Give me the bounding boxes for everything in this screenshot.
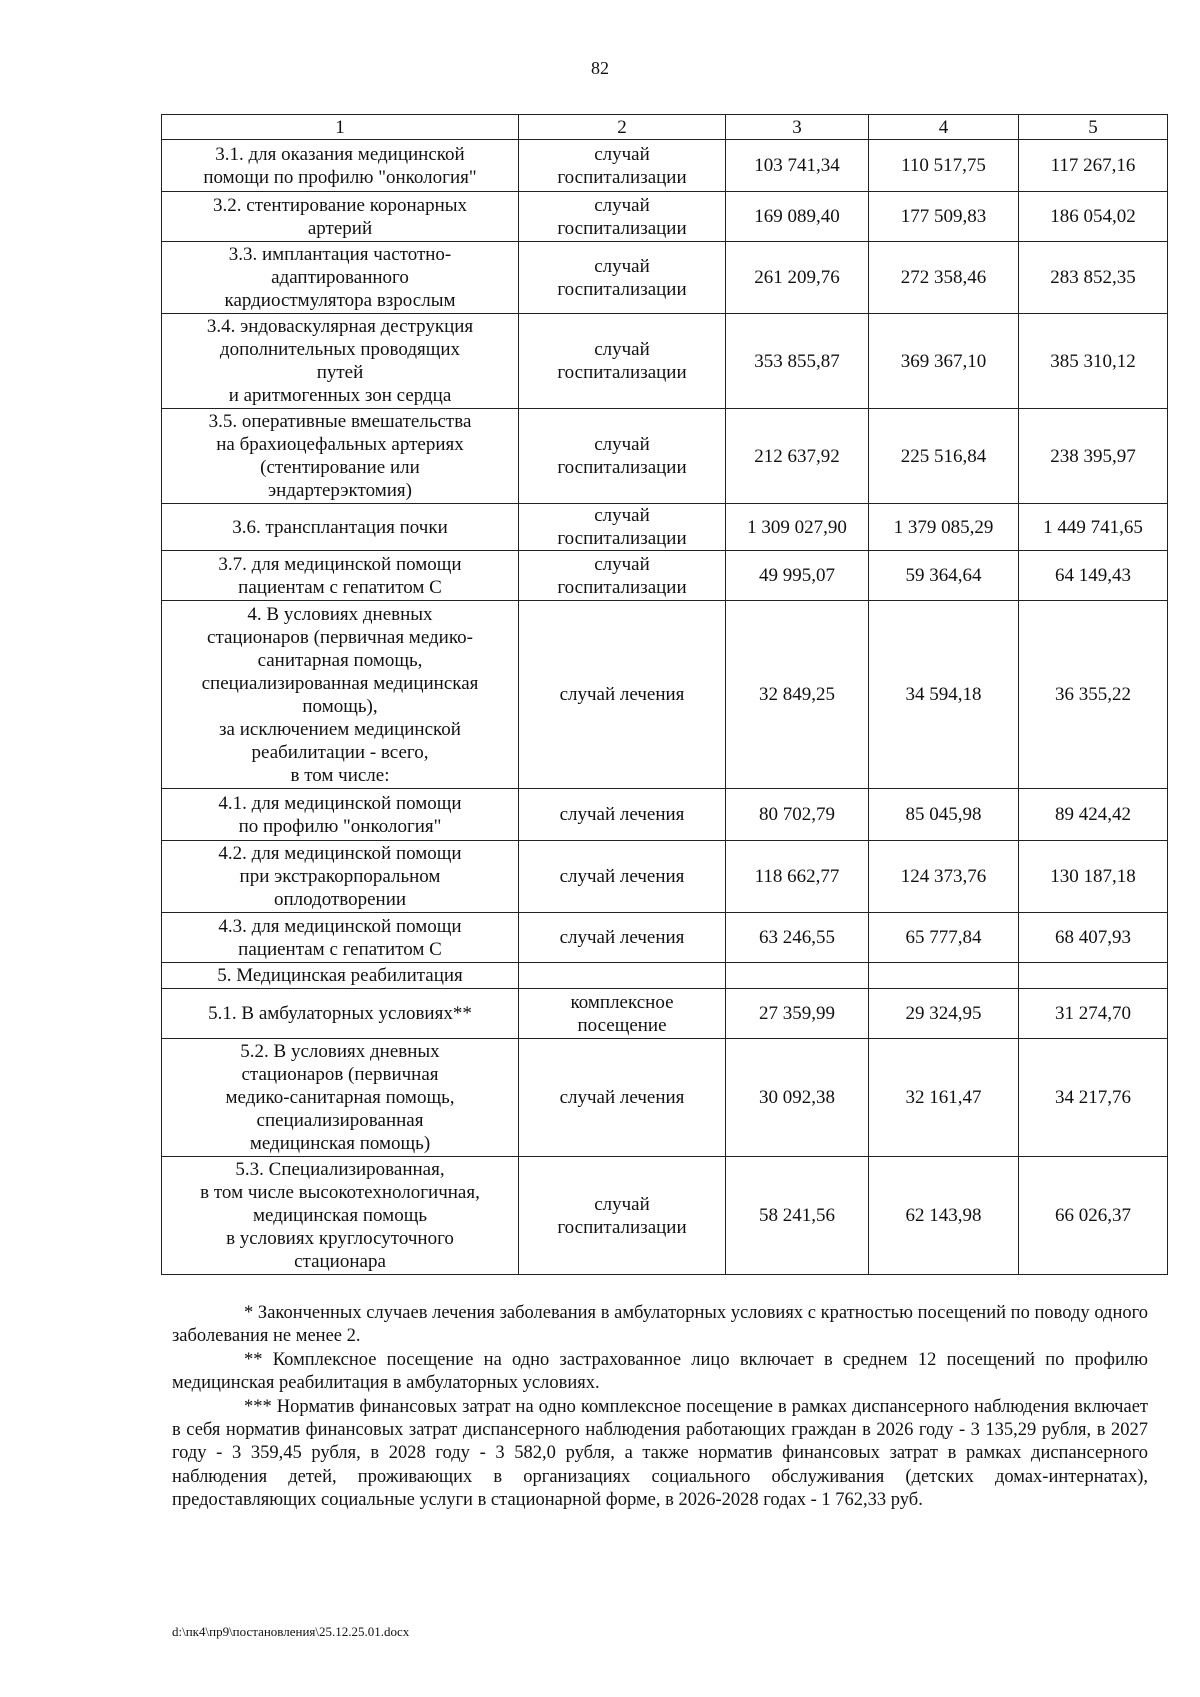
value-cell: 353 855,87 [726,314,869,409]
unit-cell: случай госпитализации [519,551,726,601]
value-cell: 66 026,37 [1019,1157,1168,1275]
value-cell: 177 509,83 [869,192,1019,242]
row-label: 4.1. для медицинской помощи по профилю "онкология" [162,789,519,841]
table-row [162,140,1168,192]
value-cell: 30 092,38 [726,1039,869,1157]
value-cell: 63 246,55 [726,913,869,963]
row-label: 4. В условиях дневных стационаров (первичная медико- санитарная помощь, специализированная медицинская помощь), за исключением медицинской реабилитации - всего, в том числе: [162,601,519,789]
value-cell: 31 274,70 [1019,989,1168,1039]
row-label: 5.2. В условиях дневных стационаров (первичная медико-санитарная помощь, специализированная медицинская помощь) [162,1039,519,1157]
value-cell: 261 209,76 [726,242,869,314]
row-label: 4.3. для медицинской помощи пациентам с гепатитом С [162,913,519,963]
value-cell [1019,963,1168,989]
value-cell: 34 594,18 [869,601,1019,789]
unit-cell: случай госпитализации [519,192,726,242]
value-cell: 118 662,77 [726,841,869,913]
unit-cell: комплексное посещение [519,989,726,1039]
value-cell: 85 045,98 [869,789,1019,841]
header-cell: 1 [162,115,519,140]
value-cell: 212 637,92 [726,409,869,504]
value-cell: 29 324,95 [869,989,1019,1039]
table-row [162,963,1168,989]
row-label: 5.1. В амбулаторных условиях** [162,989,519,1039]
value-cell: 59 364,64 [869,551,1019,601]
table-row [162,1039,1168,1157]
row-label: 4.2. для медицинской помощи при экстракорпоральном оплодотворении [162,841,519,913]
value-cell: 283 852,35 [1019,242,1168,314]
value-cell: 110 517,75 [869,140,1019,192]
value-cell: 1 449 741,65 [1019,504,1168,551]
value-cell: 369 367,10 [869,314,1019,409]
value-cell: 32 161,47 [869,1039,1019,1157]
unit-cell: случай госпитализации [519,504,726,551]
header-cell: 3 [726,115,869,140]
value-cell: 49 995,07 [726,551,869,601]
table-row [162,601,1168,789]
table-row [162,989,1168,1039]
unit-cell: случай госпитализации [519,1157,726,1275]
row-label: 3.3. имплантация частотно- адаптированного кардиостмулятора взрослым [162,242,519,314]
unit-cell [519,963,726,989]
value-cell: 186 054,02 [1019,192,1168,242]
header-cell: 4 [869,115,1019,140]
value-cell [726,963,869,989]
table-row [162,789,1168,841]
table-row [162,192,1168,242]
value-cell [869,963,1019,989]
value-cell: 103 741,34 [726,140,869,192]
document-file-path: d:\пк4\пр9\постановления\25.12.25.01.docx [172,1624,410,1639]
row-label: 3.6. трансплантация почки [162,504,519,551]
footnotes [172,1302,1148,1513]
value-cell: 272 358,46 [869,242,1019,314]
unit-cell: случай госпитализации [519,140,726,192]
unit-cell: случай лечения [519,789,726,841]
footnote: *** Норматив финансовых затрат на одно комплексное посещение в рамках диспансерного наблюдения включает в себя норматив финансовых затрат диспансерного наблюдения работающих граждан в 2026 году - 3 135,29 рубля, в 2027 году - 3 359,45 рубля, в 2028 году - 3 582,0 рубля, а также норматив финансовых затрат в рамках диспансерного наблюдения детей, проживающих в организациях социального обслуживания (детских домах-интернатах), предоставляющих социальные услуги в стационарной форме, в 2026-2028 годах - 1 762,33 руб. [172,1396,1148,1511]
row-label: 5.3. Специализированная, в том числе высокотехнологичная, медицинская помощь в условиях круглосуточного стационара [162,1157,519,1275]
unit-cell: случай лечения [519,1039,726,1157]
unit-cell: случай лечения [519,913,726,963]
value-cell: 130 187,18 [1019,841,1168,913]
value-cell: 124 373,76 [869,841,1019,913]
table-row [162,504,1168,551]
financial-norms-table [161,114,1168,1275]
value-cell: 58 241,56 [726,1157,869,1275]
table-row [162,551,1168,601]
value-cell: 64 149,43 [1019,551,1168,601]
row-label: 3.4. эндоваскулярная деструкция дополнительных проводящих путей и аритмогенных зон сердца [162,314,519,409]
header-cell: 5 [1019,115,1168,140]
value-cell: 62 143,98 [869,1157,1019,1275]
value-cell: 169 089,40 [726,192,869,242]
unit-cell: случай лечения [519,841,726,913]
row-label: 3.5. оперативные вмешательства на брахиоцефальных артериях (стентирование или эндартерэктомия) [162,409,519,504]
table-row [162,409,1168,504]
value-cell: 36 355,22 [1019,601,1168,789]
page-number: 82 [591,58,609,78]
table-row [162,242,1168,314]
value-cell: 34 217,76 [1019,1039,1168,1157]
table-row [162,841,1168,913]
row-label: 3.2. стентирование коронарных артерий [162,192,519,242]
unit-cell: случай госпитализации [519,409,726,504]
value-cell: 1 309 027,90 [726,504,869,551]
unit-cell: случай госпитализации [519,314,726,409]
table-row [162,314,1168,409]
value-cell: 80 702,79 [726,789,869,841]
value-cell: 27 359,99 [726,989,869,1039]
table-row [162,1157,1168,1275]
unit-cell: случай лечения [519,601,726,789]
value-cell: 1 379 085,29 [869,504,1019,551]
table-row [162,913,1168,963]
value-cell: 89 424,42 [1019,789,1168,841]
value-cell: 225 516,84 [869,409,1019,504]
value-cell: 385 310,12 [1019,314,1168,409]
value-cell: 68 407,93 [1019,913,1168,963]
value-cell: 32 849,25 [726,601,869,789]
header-cell: 2 [519,115,726,140]
footnote: ** Комплексное посещение на одно застрахованное лицо включает в среднем 12 посещений по профилю медицинская реабилитация в амбулаторных условиях. [172,1349,1148,1394]
value-cell: 117 267,16 [1019,140,1168,192]
value-cell: 65 777,84 [869,913,1019,963]
footnote: * Законченных случаев лечения заболевания в амбулаторных условиях с кратностью посещений по поводу одного заболевания не менее 2. [172,1303,1148,1347]
value-cell: 238 395,97 [1019,409,1168,504]
row-label: 3.1. для оказания медицинской помощи по профилю "онкология" [162,140,519,192]
unit-cell: случай госпитализации [519,242,726,314]
row-label: 5. Медицинская реабилитация [162,963,519,989]
table-header-row [162,115,1168,140]
row-label: 3.7. для медицинской помощи пациентам с гепатитом С [162,551,519,601]
